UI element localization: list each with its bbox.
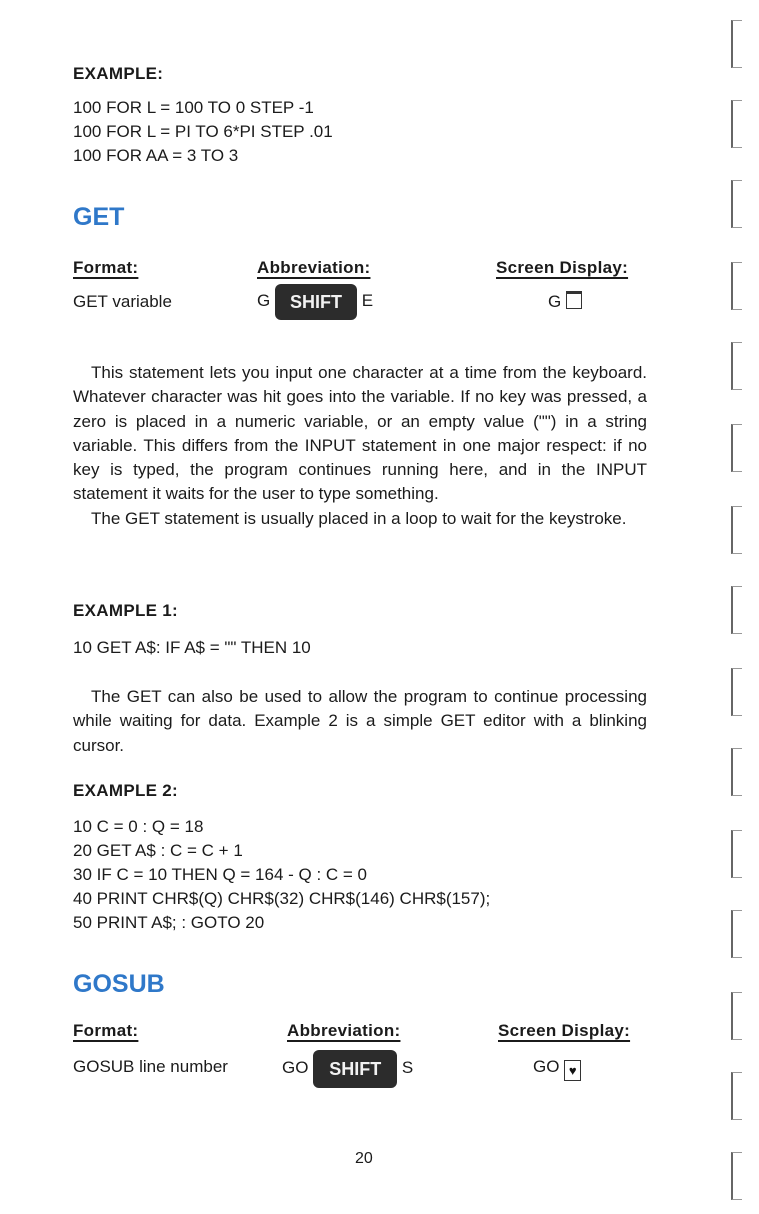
abbrev-suffix: S xyxy=(401,1058,414,1077)
gosub-format-value: GOSUB line number xyxy=(73,1057,228,1076)
page-number: 20 xyxy=(355,1150,373,1167)
get-abbreviation-label: Abbreviation: xyxy=(257,258,371,277)
paragraph: The GET statement is usually placed in a loop to wait for the keystroke. xyxy=(91,508,627,528)
heart-icon: ♥ xyxy=(564,1060,581,1081)
get-heading: GET xyxy=(73,203,125,231)
margin-bracket xyxy=(731,100,742,148)
code-line: 50 PRINT A$; : GOTO 20 xyxy=(73,913,265,932)
top-example-label: EXAMPLE: xyxy=(73,64,164,83)
paragraph: This statement lets you input one character at a time from the keyboard. Whatever character was hit goes into the variable. If no key was pressed, a zero is placed in a numeric variable, or an empty value ("") in a string variable. This differs from the INPUT statement in one major respect: if no key is typed, the program continues running here, and in the INPUT statement it waits for the user to type something. xyxy=(73,363,647,504)
code-line: 100 FOR L = 100 TO 0 STEP -1 xyxy=(73,98,314,117)
margin-bracket xyxy=(731,992,742,1040)
gosub-abbreviation xyxy=(282,1049,413,1088)
gosub-screen-display xyxy=(533,1055,581,1081)
code-line: 30 IF C = 10 THEN Q = 164 - Q : C = 0 xyxy=(73,865,368,884)
shift-key: SHIFT xyxy=(275,284,357,320)
margin-bracket xyxy=(731,20,742,68)
gosub-format-label: Format: xyxy=(73,1021,139,1040)
code-line: 100 FOR AA = 3 TO 3 xyxy=(73,146,239,165)
margin-bracket xyxy=(731,668,742,716)
margin-bracket xyxy=(731,262,742,310)
top-example-code xyxy=(73,96,333,168)
get-loop-paragraph: The GET can also be used to allow the program to continue processing while waiting for data. Example 2 is a simple GET editor with a blinking cursor. xyxy=(73,687,647,755)
margin-bracket xyxy=(731,1072,742,1120)
margin-bracket xyxy=(731,586,742,634)
gosub-heading: GOSUB xyxy=(73,970,165,998)
example2-label: EXAMPLE 2: xyxy=(73,781,179,800)
margin-bracket xyxy=(731,342,742,390)
gosub-screen-display-label: Screen Display: xyxy=(498,1021,631,1040)
get-format-label: Format: xyxy=(73,258,139,277)
box-top-line-icon xyxy=(566,291,582,309)
margin-bracket xyxy=(731,424,742,472)
get-abbreviation xyxy=(257,283,373,320)
abbrev-prefix: G xyxy=(257,291,271,310)
display-prefix: GO xyxy=(533,1057,560,1076)
gosub-abbreviation-label: Abbreviation: xyxy=(287,1021,401,1040)
margin-bracket xyxy=(731,910,742,958)
margin-bracket xyxy=(731,748,742,796)
display-prefix: G xyxy=(548,292,562,311)
code-line: 20 GET A$ : C = C + 1 xyxy=(73,841,243,860)
example2-code xyxy=(73,815,490,935)
get-description xyxy=(73,361,647,531)
code-line: 100 FOR L = PI TO 6*PI STEP .01 xyxy=(73,122,333,141)
get-screen-display xyxy=(548,290,582,314)
margin-bracket xyxy=(731,1152,742,1200)
abbrev-suffix: E xyxy=(361,291,374,310)
example1-code: 10 GET A$: IF A$ = "" THEN 10 xyxy=(73,638,311,657)
shift-key: SHIFT xyxy=(313,1050,397,1088)
abbrev-prefix: GO xyxy=(282,1058,309,1077)
get-format-value: GET variable xyxy=(73,292,172,311)
margin-bracket xyxy=(731,830,742,878)
margin-bracket xyxy=(731,180,742,228)
margin-bracket xyxy=(731,506,742,554)
code-line: 40 PRINT CHR$(Q) CHR$(32) CHR$(146) CHR$(157); xyxy=(73,889,491,908)
get-screen-display-label: Screen Display: xyxy=(496,258,629,277)
code-line: 10 C = 0 : Q = 18 xyxy=(73,817,204,836)
example1-label: EXAMPLE 1: xyxy=(73,601,179,620)
